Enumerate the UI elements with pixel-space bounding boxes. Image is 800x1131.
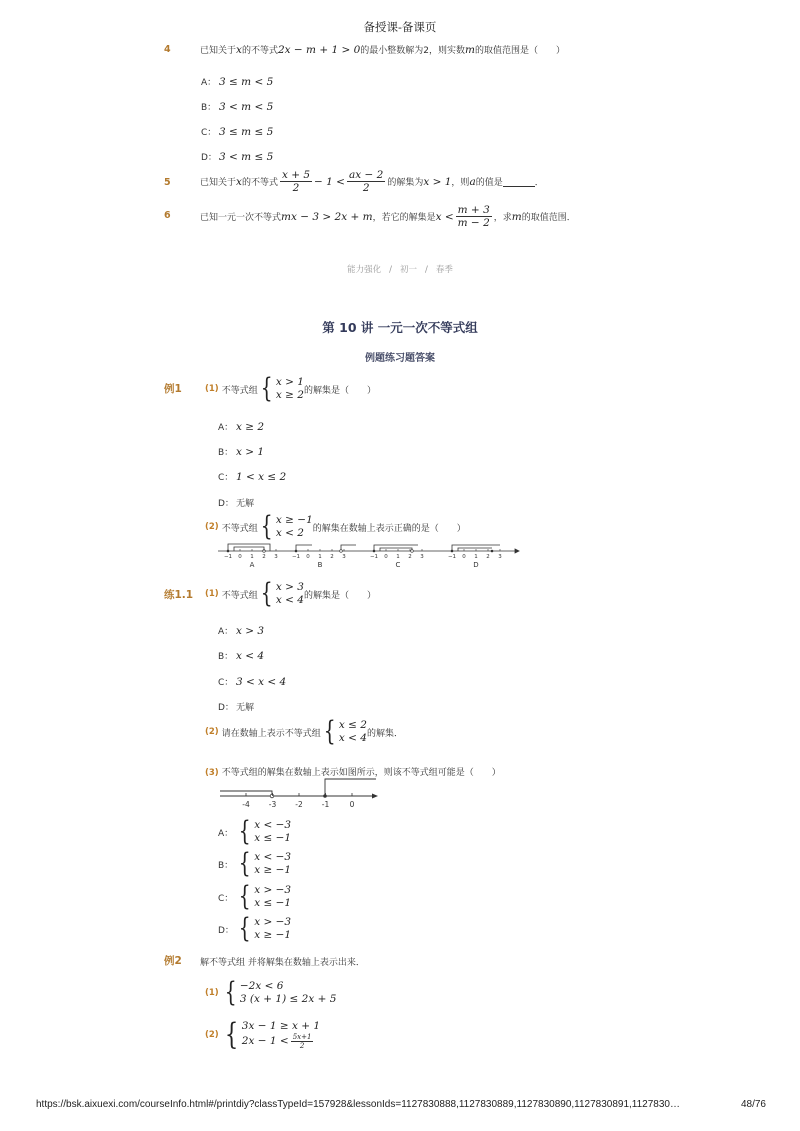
- tick-label: 2: [262, 554, 266, 560]
- option-c[interactable]: C： 1 < x ≤ 2: [218, 471, 287, 483]
- option-c[interactable]: C： 3 < x < 4: [218, 676, 287, 688]
- tick-label: 1: [250, 554, 254, 560]
- sub-question: (3) 不等式组的解集在数轴上表示如图所示，则该不等式组可能是（ ）: [205, 768, 501, 778]
- option-a[interactable]: A： { x < −3 x ≤ −1: [218, 816, 292, 847]
- answer-blank[interactable]: [503, 177, 535, 187]
- option-label[interactable]: C: [395, 561, 401, 569]
- question-number: 4: [164, 44, 171, 55]
- sub-question: (1) 不等式组 { x > 1 x ≥ 2 的解集是（ ）: [205, 373, 376, 404]
- option-d[interactable]: D： 3 < m ≤ 5: [201, 151, 274, 163]
- inequality-system: { 3x − 1 ≥ x + 1 2x − 1 < $\frac{5x+1}{2}$: [224, 1017, 321, 1052]
- option-a[interactable]: A： x ≥ 2: [218, 421, 265, 433]
- option-label[interactable]: D: [473, 561, 479, 569]
- example-label: 例1: [164, 383, 182, 395]
- option-label[interactable]: A: [249, 561, 255, 569]
- sub-question: (2) 不等式组 { x ≥ −1 x < 2 的解集在数轴上表示正确的是（ ）: [205, 511, 466, 542]
- inequality-system: { −2x < 6 3 (x + 1) ≤ 2x + 5: [224, 977, 337, 1008]
- tick-label: 1: [474, 554, 478, 560]
- breadcrumb-item[interactable]: 春季: [435, 265, 453, 275]
- question-text: 已知关于 x 的不等式 $\frac{x + 5}{2}$ − 1 < $\frac{ax - 2}{2}$ 的解集为 x > 1 ，则 a 的值是 ．: [200, 169, 544, 194]
- option-b[interactable]: B： 3 < m < 5: [201, 101, 274, 113]
- tick-label: 0: [462, 554, 466, 560]
- fraction: $\frac{m + 3}{m - 2}$: [457, 204, 490, 229]
- tick-label: 2: [408, 554, 412, 560]
- tick-label: −1: [447, 554, 457, 560]
- tick-label: 3: [342, 554, 346, 560]
- tick-label: 0: [384, 554, 388, 560]
- lecture-title: 第 10 讲 一元一次不等式组: [322, 320, 478, 335]
- option-a[interactable]: A： x > 3: [218, 625, 265, 637]
- sub-question: (2) 请在数轴上表示不等式组 { x ≤ 2 x < 4 的解集．: [205, 716, 403, 747]
- inequality-system: { x > 3 x < 4: [260, 578, 304, 609]
- tick-label: −1: [223, 554, 233, 560]
- sub-question: (1) 不等式组 { x > 3 x < 4 的解集是（ ）: [205, 578, 376, 609]
- option-d[interactable]: D： 无解: [218, 499, 255, 509]
- tick-label: 3: [498, 554, 502, 560]
- fraction: $\frac{x + 5}{2}$: [281, 169, 311, 194]
- tick-label: −1: [369, 554, 379, 560]
- question-number: 6: [164, 210, 171, 221]
- question-text: 解不等式组 并将解集在数轴上表示出来．: [200, 958, 365, 968]
- option-b[interactable]: B： { x < −3 x ≥ −1: [218, 848, 292, 879]
- fraction: $\frac{ax - 2}{2}$: [348, 169, 384, 194]
- tick-label: -2: [295, 800, 303, 809]
- sub-question: (1) { −2x < 6 3 (x + 1) ≤ 2x + 5: [205, 977, 337, 1008]
- inequality-system: { x ≥ −1 x < 2: [260, 511, 313, 542]
- tick-label: −1: [291, 554, 301, 560]
- tick-label: -1: [321, 800, 330, 809]
- option-d[interactable]: D： 无解: [218, 703, 255, 713]
- tick-label: -3: [268, 800, 277, 809]
- option-label[interactable]: B: [317, 561, 323, 569]
- option-b[interactable]: B： x > 1: [218, 446, 265, 458]
- option-c[interactable]: C： { x > −3 x ≤ −1: [218, 881, 292, 912]
- lecture-subtitle: 例题练习题答案: [365, 353, 435, 364]
- tick-label: 2: [330, 554, 334, 560]
- tick-label: 1: [396, 554, 400, 560]
- footer-url[interactable]: https://bsk.aixuexi.com/courseInfo.html#/printdiy?classTypeId=157928&lessonIds=1127830888,1127830889,1127830890,1127830891,1127830…: [36, 1099, 680, 1110]
- inequality-system: { x > 1 x ≥ 2: [260, 373, 304, 404]
- breadcrumb-item[interactable]: 能力强化: [347, 265, 382, 275]
- option-b[interactable]: B： x < 4: [218, 650, 265, 662]
- inequality-system: { x ≤ 2 x < 4: [323, 716, 367, 747]
- page-footer: [36, 1099, 766, 1113]
- practice-label: 练1.1: [164, 589, 194, 601]
- question-text: 已知关于x的不等式2x − m + 1 > 0的最小整数解为2，则实数m的取值范围是（ ）: [200, 44, 566, 56]
- tick-label: 0: [349, 800, 355, 809]
- question-text: 已知一元一次不等式 mx − 3 > 2x + m ，若它的解集是 x < $\frac{m + 3}{m - 2}$ ，求 m 的取值范围．: [200, 204, 576, 229]
- tick-label: -4: [242, 800, 250, 809]
- tick-label: 3: [274, 554, 278, 560]
- example-label: 例2: [164, 955, 182, 967]
- breadcrumb-item[interactable]: 初一: [399, 265, 417, 275]
- tick-label: 2: [486, 554, 490, 560]
- page-number: 48/76: [740, 1099, 766, 1110]
- tick-label: 0: [238, 554, 242, 560]
- page-header-title: 备授课-备课页: [363, 20, 437, 34]
- tick-label: 1: [318, 554, 322, 560]
- option-c[interactable]: C： 3 ≤ m ≤ 5: [201, 126, 274, 138]
- breadcrumb: 能力强化 / 初一 / 春季: [347, 265, 453, 275]
- option-a[interactable]: A： 3 ≤ m < 5: [201, 76, 274, 88]
- sub-question: (2) { 3x − 1 ≥ x + 1 2x − 1 < $\frac{5x+1}{2}$: [205, 1017, 321, 1052]
- question-number: 5: [164, 177, 171, 188]
- option-d[interactable]: D： { x > −3 x ≥ −1: [218, 913, 292, 944]
- tick-label: 3: [420, 554, 424, 560]
- tick-label: 0: [306, 554, 310, 560]
